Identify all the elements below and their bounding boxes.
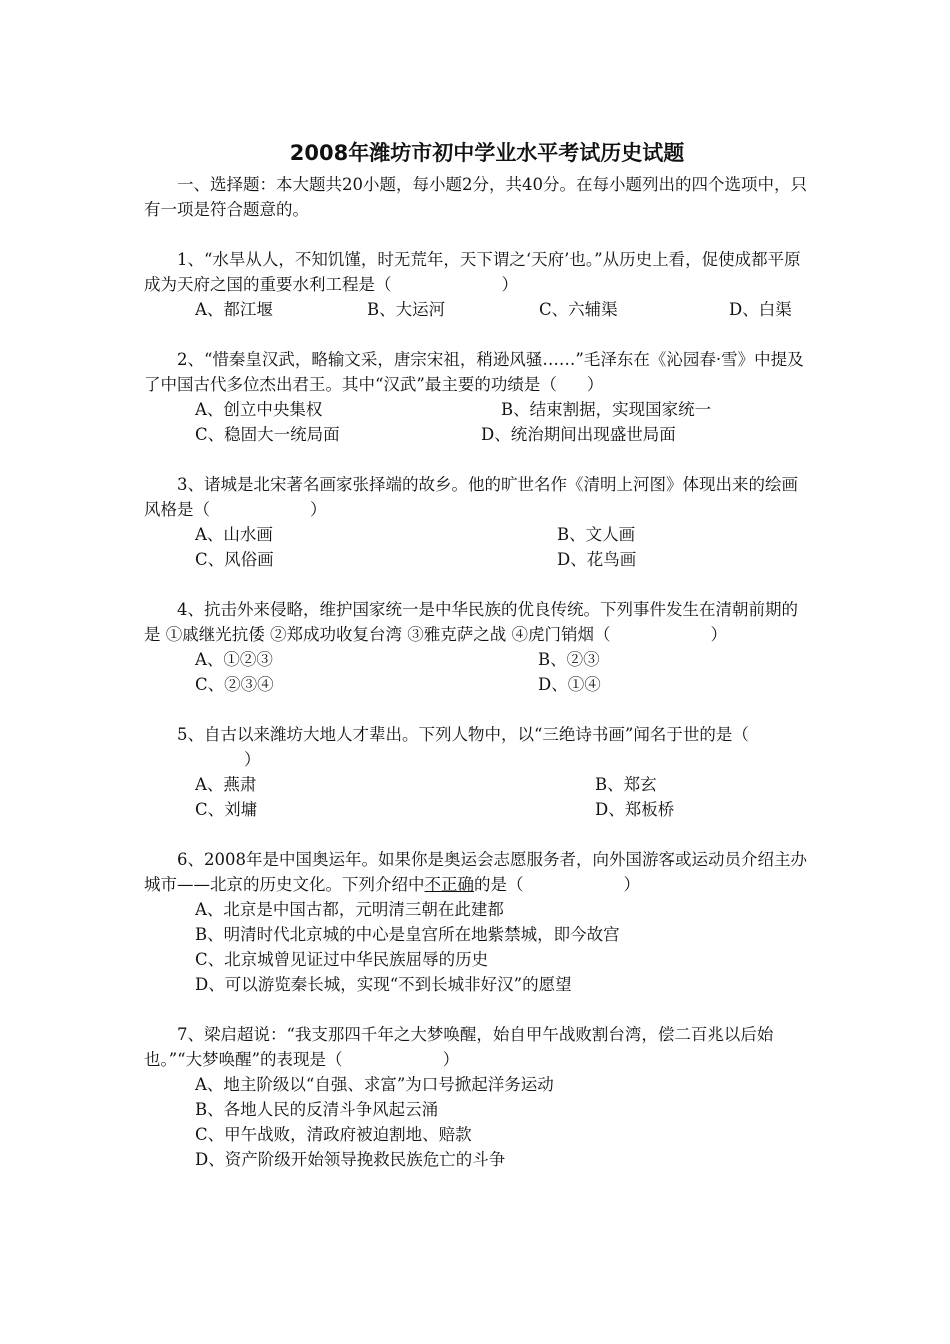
close-paren: ） (310, 500, 327, 519)
question-1 (144, 247, 812, 322)
option-d: D、资产阶级开始领导挽救民族危亡的斗争 (195, 1150, 506, 1169)
question-text (144, 347, 812, 397)
question-5 (144, 722, 812, 822)
option-row (144, 647, 812, 672)
exam-page (144, 138, 812, 1197)
option-row (144, 547, 812, 572)
option-d: D、郑板桥 (595, 800, 675, 819)
option-b: B、各地人民的反清斗争风起云涌 (195, 1100, 439, 1119)
question-stem: 3、诸城是北宋著名画家张择端的故乡。他的旷世名作《清明上河图》体现出来的绘画风格是（ (144, 475, 798, 519)
close-paren: ） (623, 875, 640, 894)
close-paren: ） (710, 625, 727, 644)
question-stem: 6、2008年是中国奥运年。如果你是奥运会志愿服务者，向外国游客或运动员介绍主办城市——北京的历史文化。下列介绍中 (144, 850, 807, 894)
question-stem: 1、“水旱从人，不知饥馑，时无荒年，天下谓之‘天府’也。”从历史上看，促使成都平原成为天府之国的重要水利工程是（ (144, 250, 801, 294)
question-3 (144, 472, 812, 572)
question-stem: 4、抗击外来侵略，维护国家统一是中华民族的优良传统。下列事件发生在清朝前期的是 ①戚继光抗倭 ②郑成功收复台湾 ③雅克萨之战 ④虎门销烟（ (144, 600, 798, 644)
option-b: B、文人画 (557, 525, 636, 544)
question-text (144, 722, 812, 772)
question-text (144, 597, 812, 647)
option-b: B、②③ (538, 650, 600, 669)
option-row (144, 397, 812, 422)
underlined-keyword: 不正确 (424, 875, 474, 894)
option-c: C、北京城曾见证过中华民族屈辱的历史 (195, 950, 489, 969)
option-d: D、花鸟画 (557, 550, 637, 569)
option-c: C、刘墉 (195, 800, 258, 819)
option-a: A、燕肃 (195, 775, 257, 794)
question-4 (144, 597, 812, 697)
option-a: A、北京是中国古都，元明清三朝在此建都 (195, 900, 504, 919)
option-row (144, 797, 812, 822)
close-paren: ） (501, 275, 518, 294)
question-2 (144, 347, 812, 447)
option-a: A、都江堰 (195, 300, 273, 319)
option-b: B、结束割据，实现国家统一 (501, 400, 712, 419)
option-c: C、②③④ (195, 675, 274, 694)
option-b: B、郑玄 (595, 775, 657, 794)
question-text (144, 1022, 812, 1072)
option-row (144, 772, 812, 797)
option-b: B、大运河 (367, 300, 446, 319)
question-6 (144, 847, 812, 997)
question-text (144, 847, 812, 897)
question-7 (144, 1022, 812, 1172)
option-d: D、白渠 (729, 300, 792, 319)
option-a: A、创立中央集权 (195, 400, 323, 419)
question-text (144, 472, 812, 522)
close-paren: ） (442, 1050, 460, 1069)
option-d: D、可以游览秦长城，实现“不到长城非好汉”的愿望 (195, 975, 572, 994)
option-row (144, 522, 812, 547)
option-c: C、风俗画 (195, 550, 274, 569)
option-c: C、稳固大一统局面 (195, 425, 340, 444)
close-paren: ） (586, 375, 604, 394)
question-stem: 2、“惜秦皇汉武，略输文采，唐宗宋祖，稍逊风骚……”毛泽东在《沁园春·雪》中提及了中国古代多位杰出君王。其中“汉武”最主要的功绩是（ (144, 350, 804, 394)
option-a: A、地主阶级以“自强、求富”为口号掀起洋务运动 (195, 1075, 554, 1094)
option-row (144, 422, 812, 447)
question-stem-end: 的是（ (474, 875, 524, 894)
close-paren: ） (244, 750, 261, 769)
option-d: D、①④ (538, 675, 601, 694)
option-row (144, 672, 812, 697)
option-a: A、山水画 (195, 525, 273, 544)
option-row (144, 297, 812, 322)
option-b: B、明清时代北京城的中心是皇宫所在地紫禁城，即今故宫 (195, 925, 620, 944)
option-a: A、①②③ (195, 650, 273, 669)
section-intro: 一、选择题：本大题共20小题，每小题2分，共40分。在每小题列出的四个选项中，只有一项是符合题意的。 (144, 175, 807, 219)
option-c: C、甲午战败，清政府被迫割地、赔款 (195, 1125, 472, 1144)
option-c: C、六辅渠 (539, 300, 618, 319)
question-text (144, 247, 812, 297)
option-d: D、统治期间出现盛世局面 (481, 425, 676, 444)
question-stem: 5、自古以来潍坊大地人才辈出。下列人物中，以“三绝诗书画”闻名于世的是（ (177, 725, 749, 744)
question-stem: 7、梁启超说：“我支那四千年之大梦唤醒，始自甲午战败割台湾，偿二百兆以后始也。”“大梦唤醒”的表现是（ (144, 1025, 774, 1069)
page-title: 2008年潍坊市初中学业水平考试历史试题 (289, 141, 685, 165)
